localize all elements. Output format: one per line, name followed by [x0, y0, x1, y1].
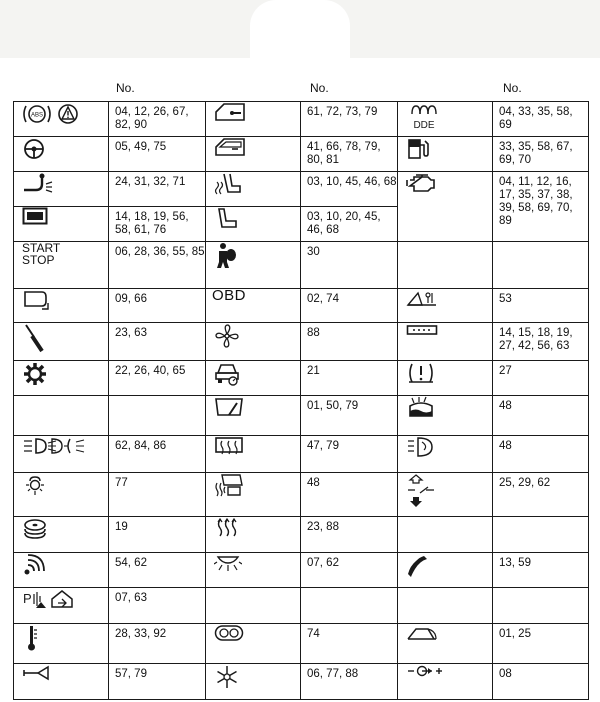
heated-windshield-icon — [214, 473, 244, 497]
icon-cell — [206, 207, 301, 242]
table-row — [14, 517, 589, 553]
abs-label: ABS — [30, 112, 44, 119]
icon-cell — [14, 102, 109, 137]
telephone-icon — [406, 553, 430, 579]
fuse-numbers — [493, 242, 589, 289]
icon-cell — [206, 517, 301, 553]
heating-icon — [214, 517, 240, 541]
airbag-icon — [214, 242, 238, 270]
door-lock-icon — [214, 102, 246, 122]
icon-cell — [206, 289, 301, 323]
icon-cell — [206, 361, 301, 396]
icon-cell — [14, 361, 109, 396]
fuse-numbers: 41, 66, 78, 79, 80, 81 — [301, 137, 398, 172]
fuse-strip-icon — [406, 323, 438, 337]
snowflake-ac-icon — [214, 664, 240, 690]
icon-cell — [206, 396, 301, 436]
fuse-numbers: 01, 25 — [493, 624, 589, 664]
fuse-numbers: 48 — [301, 473, 398, 517]
fuse-numbers: 03, 10, 45, 46, 68 — [301, 172, 398, 207]
fan-icon — [214, 323, 240, 349]
check-engine-icon — [406, 172, 438, 194]
fuse-numbers: 01, 50, 79 — [301, 396, 398, 436]
tire-pressure-icon — [406, 361, 436, 385]
fuse-numbers: 28, 33, 92 — [109, 624, 206, 664]
fuse-numbers: 08 — [493, 664, 589, 700]
start-label: START — [22, 241, 61, 255]
fuse-numbers: 27 — [493, 361, 589, 396]
fuse-numbers: 48 — [493, 436, 589, 473]
table-row — [14, 289, 589, 323]
table-row — [14, 137, 589, 172]
icon-cell — [14, 624, 109, 664]
fuse-numbers: 03, 10, 20, 45, 46, 68 — [301, 207, 398, 242]
fuse-numbers: 74 — [301, 624, 398, 664]
thermometer-icon — [22, 624, 42, 652]
p-label: P — [23, 591, 32, 606]
icon-cell — [398, 517, 493, 553]
fuse-numbers: 02, 74 — [301, 289, 398, 323]
fuse-numbers — [301, 588, 398, 624]
table-row — [14, 624, 589, 664]
abs-warning-icon — [22, 102, 82, 126]
table-row — [14, 102, 589, 137]
icon-cell — [14, 137, 109, 172]
fuse-numbers — [493, 517, 589, 553]
icon-cell — [206, 473, 301, 517]
interior-light-icon — [22, 473, 48, 497]
table-row — [14, 473, 589, 517]
fuse-numbers: 04, 11, 12, 16, 17, 35, 37, 38, 39, 58, 69, 70, 89 — [493, 172, 589, 242]
table-row — [14, 396, 589, 436]
fuse-numbers: 07, 63 — [109, 588, 206, 624]
dde-label: DDE — [413, 120, 435, 130]
icon-cell — [14, 553, 109, 588]
park-distance-garage-icon — [22, 588, 78, 610]
fuse-numbers: 14, 15, 18, 19, 27, 42, 56, 63 — [493, 323, 589, 361]
table-row — [14, 553, 589, 588]
icon-cell — [14, 289, 109, 323]
icon-cell — [206, 436, 301, 473]
fuse-numbers: 14, 18, 19, 56, 58, 61, 76 — [109, 207, 206, 242]
gear-icon — [22, 361, 48, 387]
headlight-washer-icon — [406, 436, 436, 458]
table-row — [14, 172, 589, 207]
sunroof-icon — [406, 289, 438, 307]
icon-cell — [398, 436, 493, 473]
fuse-numbers: 22, 26, 40, 65 — [109, 361, 206, 396]
fuse-numbers: 62, 84, 86 — [109, 436, 206, 473]
column-header-1: No. — [116, 81, 135, 95]
power-window-icon — [214, 137, 246, 157]
fuse-numbers — [493, 588, 589, 624]
obd-label: OBD — [212, 287, 247, 304]
fuse-numbers: 09, 66 — [109, 289, 206, 323]
seat-heating-icon — [214, 172, 244, 198]
fuse-numbers: 30 — [301, 242, 398, 289]
fuse-numbers: 04, 33, 35, 58, 69 — [493, 102, 589, 137]
fog-lights-icon — [22, 436, 86, 456]
fuse-numbers: 24, 31, 32, 71 — [109, 172, 206, 207]
icon-cell — [14, 517, 109, 553]
icon-cell — [398, 624, 493, 664]
rear-defrost-icon — [214, 436, 244, 458]
column-header-2: No. — [310, 81, 329, 95]
instrument-cluster-icon — [214, 624, 244, 642]
icon-cell — [14, 207, 109, 242]
fuel-pump-icon — [406, 137, 430, 161]
icon-cell — [206, 664, 301, 700]
reading-light-icon — [214, 553, 242, 573]
icon-cell — [398, 664, 493, 700]
fuse-numbers: 61, 72, 73, 79 — [301, 102, 398, 137]
fuse-numbers: 88 — [301, 323, 398, 361]
fuse-numbers: 21 — [301, 361, 398, 396]
fuse-numbers: 33, 35, 58, 67, 69, 70 — [493, 137, 589, 172]
icon-cell — [14, 172, 109, 207]
central-locking-icon — [406, 473, 436, 509]
icon-cell — [206, 553, 301, 588]
icon-cell — [14, 396, 109, 436]
icon-cell — [398, 102, 493, 137]
icon-cell — [398, 137, 493, 172]
table-row — [14, 664, 589, 700]
icon-cell — [206, 172, 301, 207]
icon-cell — [206, 588, 301, 624]
parking-assist-car-icon — [214, 361, 242, 387]
fuse-numbers: 13, 59 — [493, 553, 589, 588]
fuse-table — [13, 101, 589, 700]
fuse-numbers: 47, 79 — [301, 436, 398, 473]
fuse-numbers: 48 — [493, 396, 589, 436]
icon-cell — [206, 102, 301, 137]
icon-cell — [398, 323, 493, 361]
icon-cell — [14, 664, 109, 700]
table-row — [14, 323, 589, 361]
display-screen-icon — [22, 207, 48, 225]
sheet-tab — [250, 0, 350, 70]
fuse-numbers: 25, 29, 62 — [493, 473, 589, 517]
table-row — [14, 361, 589, 396]
shock-absorber-icon — [22, 323, 46, 353]
icon-cell — [14, 242, 109, 289]
icon-cell — [398, 588, 493, 624]
icon-cell — [398, 172, 493, 242]
icon-cell — [398, 473, 493, 517]
icon-cell — [14, 473, 109, 517]
horn-icon — [22, 664, 52, 682]
seat-adjust-icon — [214, 207, 238, 233]
fuse-numbers: 07, 62 — [301, 553, 398, 588]
fuse-numbers: 06, 77, 88 — [301, 664, 398, 700]
steering-wheel-icon — [22, 137, 46, 161]
icon-cell — [206, 624, 301, 664]
table-row — [14, 242, 589, 289]
icon-cell — [398, 361, 493, 396]
icon-cell — [14, 436, 109, 473]
icon-cell — [398, 242, 493, 289]
glow-plug-dde-icon — [406, 102, 446, 130]
icon-cell — [398, 553, 493, 588]
power-socket-icon — [406, 664, 446, 678]
convertible-top-icon — [406, 624, 438, 642]
fuse-numbers: 57, 79 — [109, 664, 206, 700]
icon-cell — [14, 588, 109, 624]
start-stop-icon — [22, 242, 108, 266]
icon-cell — [206, 137, 301, 172]
fuse-numbers: 04, 12, 26, 67, 82, 90 — [109, 102, 206, 137]
rear-wiper-icon — [214, 396, 244, 418]
table-row — [14, 588, 589, 624]
fuse-numbers: 05, 49, 75 — [109, 137, 206, 172]
side-mirror-icon — [22, 289, 50, 311]
fuse-numbers: 23, 88 — [301, 517, 398, 553]
icon-cell — [398, 289, 493, 323]
fuse-numbers: 77 — [109, 473, 206, 517]
table-row — [14, 436, 589, 473]
fuse-numbers — [109, 396, 206, 436]
fuse-numbers: 23, 63 — [109, 323, 206, 361]
cd-changer-icon — [22, 517, 48, 541]
fuse-numbers: 19 — [109, 517, 206, 553]
fuse-numbers: 54, 62 — [109, 553, 206, 588]
icon-cell — [206, 323, 301, 361]
washer-nozzle-icon — [22, 172, 54, 196]
icon-cell — [206, 242, 301, 289]
icon-cell — [14, 323, 109, 361]
wireless-signal-icon — [22, 553, 48, 577]
fuse-numbers: 53 — [493, 289, 589, 323]
column-header-3: No. — [503, 81, 522, 95]
fuse-numbers: 06, 28, 36, 55, 85 — [109, 242, 206, 289]
washer-fluid-icon — [406, 396, 436, 420]
stop-label: STOP — [22, 253, 55, 267]
icon-cell — [398, 396, 493, 436]
